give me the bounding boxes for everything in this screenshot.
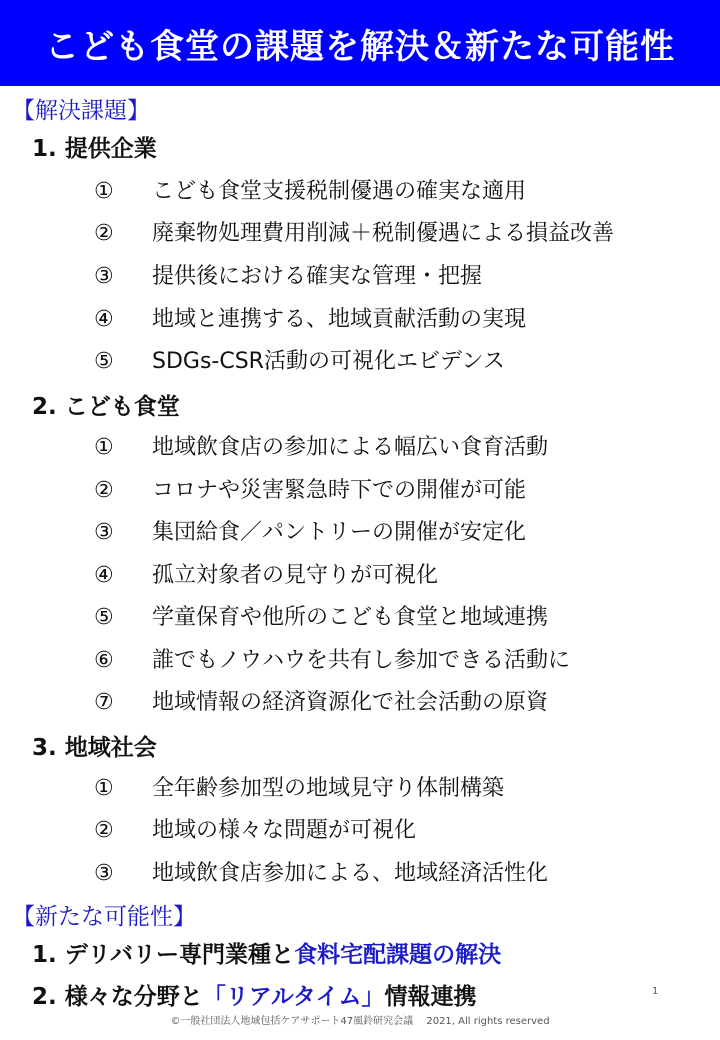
item-number: ② [94, 221, 114, 246]
title-bar [0, 0, 720, 86]
item-text: 廃棄物処理費用削減＋税制優遇による損益改善 [152, 221, 615, 246]
list-item [94, 600, 548, 631]
list-item [94, 771, 504, 802]
item-number: ⑦ [94, 690, 114, 715]
item-number: ③ [94, 861, 114, 886]
section-heading-issues: 【解決課題】 [12, 98, 150, 124]
list-item [94, 430, 548, 461]
item-number: ① [94, 776, 114, 801]
possibility-prefix: 2. 様々な分野と [32, 984, 203, 1010]
item-number: ④ [94, 563, 114, 588]
item-text: SDGs-CSR活動の可視化エビデンス [152, 349, 505, 374]
possibility-item [32, 978, 476, 1011]
footer-copyright: ©一般社団法人地域包括ケアサポート47風鈴研究会議 2021, All rights reserved [170, 1016, 550, 1027]
item-text: コロナや災害緊急時下での開催が可能 [152, 478, 527, 503]
page-number: 1 [652, 986, 659, 997]
possibility-prefix: 1. デリバリー専門業種と [32, 942, 295, 968]
item-text: 全年齢参加型の地域見守り体制構築 [152, 776, 505, 801]
item-text: 地域飲食店の参加による幅広い食育活動 [152, 435, 549, 460]
list-item [94, 259, 482, 290]
item-number: ① [94, 179, 114, 204]
list-item [94, 344, 505, 375]
list-item [94, 174, 526, 205]
possibility-highlight: 食料宅配課題の解決 [294, 942, 502, 968]
item-text: 地域と連携する、地域貢献活動の実現 [152, 307, 527, 332]
list-item [94, 856, 548, 887]
possibility-highlight: 「リアルタイム」 [202, 984, 385, 1010]
possibility-item [32, 936, 501, 969]
item-number: ① [94, 435, 114, 460]
item-number: ② [94, 478, 114, 503]
group-heading-community: 3. 地域社会 [32, 735, 157, 761]
group-heading-kodomo-shokudo: 2. こども食堂 [32, 394, 180, 420]
item-text: 地域の様々な問題が可視化 [152, 818, 417, 843]
list-item [94, 813, 416, 844]
item-number: ⑤ [94, 605, 114, 630]
item-text: 集団給食／パントリーの開催が安定化 [152, 520, 527, 545]
list-item [94, 643, 570, 674]
item-number: ④ [94, 307, 114, 332]
list-item [94, 216, 614, 247]
item-text: 学童保育や他所のこども食堂と地域連携 [152, 605, 549, 630]
possibility-suffix: 情報連携 [384, 984, 477, 1010]
page-title: こども食堂の課題を解決＆新たな可能性 [45, 26, 675, 67]
item-text: 誰でもノウハウを共有し参加できる活動に [152, 648, 571, 673]
item-number: ② [94, 818, 114, 843]
list-item [94, 515, 526, 546]
group-heading-companies: 1. 提供企業 [32, 136, 157, 162]
item-number: ⑤ [94, 349, 114, 374]
list-item [94, 302, 526, 333]
item-number: ⑥ [94, 648, 114, 673]
item-text: 地域情報の経済資源化で社会活動の原資 [152, 690, 549, 715]
item-text: こども食堂支援税制優遇の確実な適用 [152, 179, 527, 204]
item-number: ③ [94, 264, 114, 289]
item-text: 孤立対象者の見守りが可視化 [152, 563, 439, 588]
list-item [94, 558, 438, 589]
list-item [94, 473, 526, 504]
item-text: 提供後における確実な管理・把握 [152, 264, 483, 289]
section-heading-possibilities: 【新たな可能性】 [12, 904, 196, 930]
list-item [94, 685, 548, 716]
item-number: ③ [94, 520, 114, 545]
item-text: 地域飲食店参加による、地域経済活性化 [152, 861, 549, 886]
